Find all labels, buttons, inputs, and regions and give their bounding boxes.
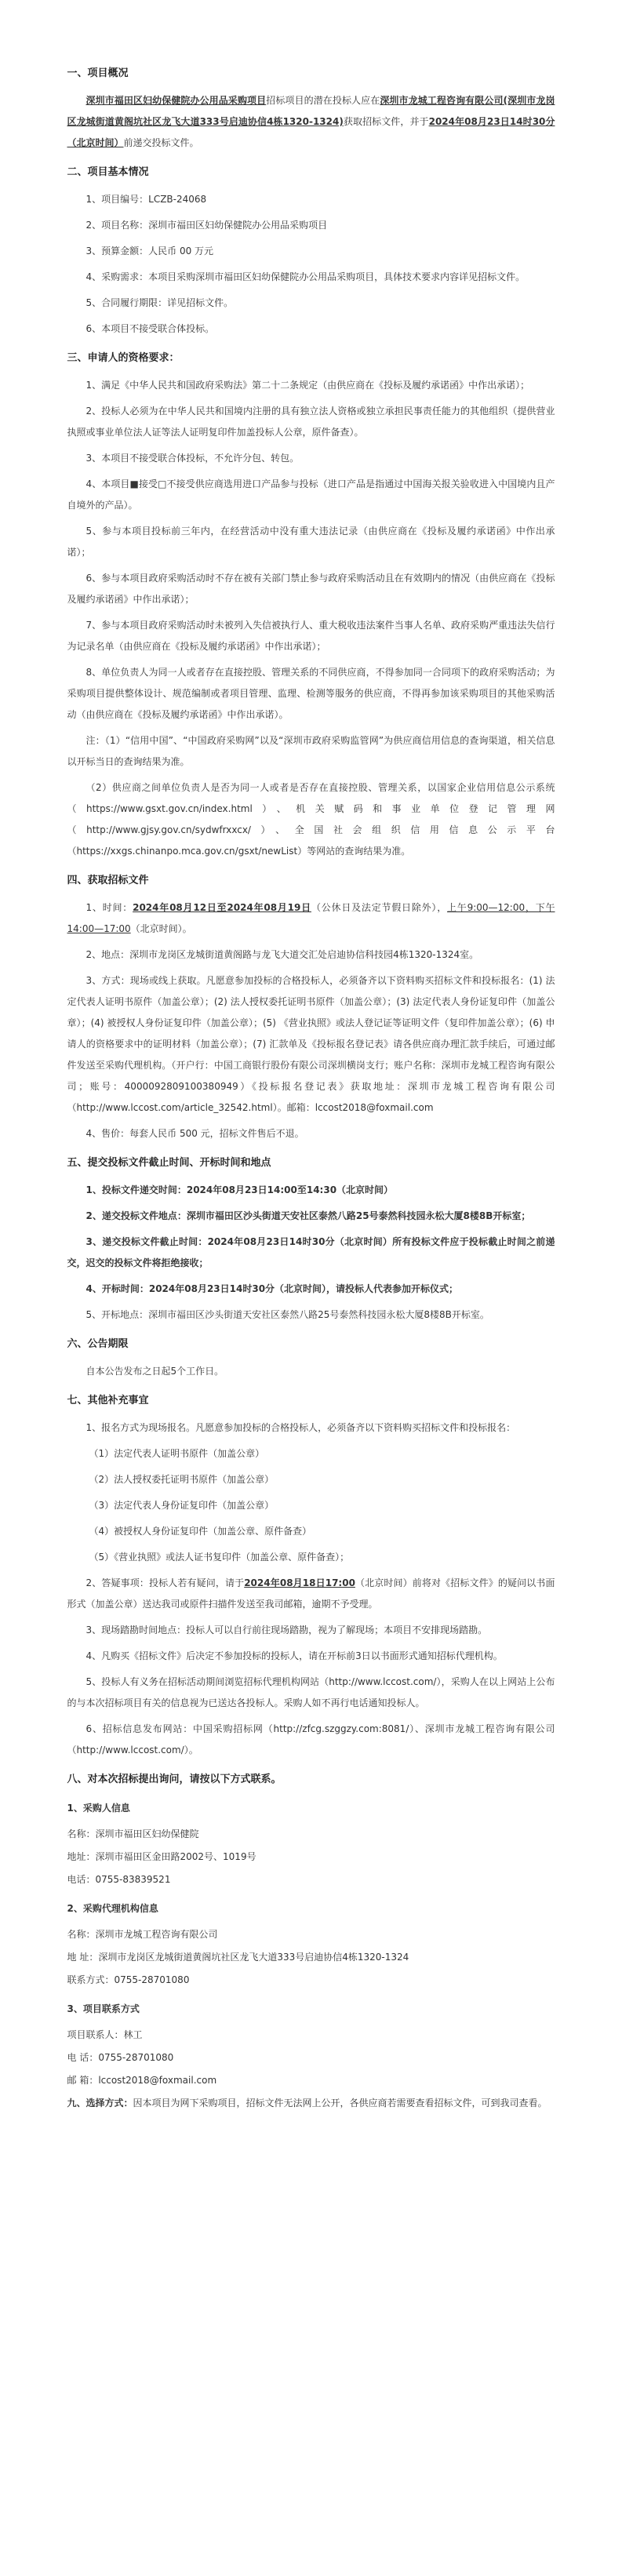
agent-phone: 联系方式：0755-28701080	[67, 1974, 190, 1985]
obtain-time-tz: （北京时间）。	[130, 923, 192, 934]
obtain-hours: 上午9:00—12:00，下午14:00—17:00	[67, 902, 555, 934]
other-item: 5、投标人有义务在招标活动期间浏览招标代理机构网站（http://www.lccost.com/），采购人在以上网站上公布的与本次招标项目有关的信息视为已送达各投标人。采购人如不再行电话通知投标人。	[67, 1676, 555, 1708]
qualification-note: 注：（1）“信用中国”、“中国政府采购网”以及“深圳市政府采购监管网”为供应商信用信息的查询渠道，相关信息以开标当日的查询结果为准。	[67, 735, 555, 767]
basic-info-item: 2、项目名称：深圳市福田区妇幼保健院办公用品采购项目	[85, 220, 328, 231]
notice-period-text: 自本公告发布之日起5个工作日。	[85, 1366, 224, 1377]
bid-deadline: 2024年08月23日14时30分（北京时间）	[67, 116, 555, 148]
opening-place: 5、开标地点：深圳市福田区沙头街道天安社区泰然八路25号泰然科技园永松大厦8楼8B开标室。	[85, 1309, 489, 1320]
overview-paragraph	[67, 90, 555, 154]
obtain-time-label: 1、时间：	[85, 902, 133, 913]
qa-text-1: 2、答疑事项：投标人若有疑问，请于	[85, 1577, 245, 1588]
qualification-item: 6、参与本项目政府采购活动时不存在被有关部门禁止参与政府采购活动且在有效期内的情况（由供应商在《投标及履约承诺函》中作出承诺）；	[67, 573, 555, 605]
basic-info-item: 1、项目编号：LCZB-24068	[85, 194, 207, 205]
other-item: 3、现场踏勘时间地点：投标人可以自行前往现场踏勘，视为了解现场；本项目不安排现场踏勘。	[85, 1625, 488, 1635]
selection-method-title: 九、选择方式：	[67, 2098, 133, 2108]
contact-phone: 电 话：0755-28701080	[67, 2052, 174, 2063]
basic-info-item: 3、预算金额：人民币 00 万元	[85, 246, 214, 257]
contact-person: 项目联系人：林工	[67, 2029, 143, 2040]
project-contact-title: 3、项目联系方式	[67, 2003, 140, 2014]
project-name: 深圳市福田区妇幼保健院办公用品采购项目	[85, 95, 267, 106]
required-doc-item: （5）《营业执照》或法人证书复印件（加盖公章、原件备查）；	[89, 1552, 350, 1563]
qualification-item: 2、投标人必须为在中华人民共和国境内注册的具有独立法人资格或独立承担民事责任能力的其他组织（提供营业执照或事业单位法人证等法人证明复印件加盖投标人公章，原件备查）。	[67, 406, 555, 438]
overview-text-3: 前递交投标文件。	[123, 137, 199, 148]
buyer-phone: 电话：0755-83839521	[67, 1874, 171, 1885]
section-overview-title: 一、项目概况	[67, 67, 129, 79]
agent-name: 名称：深圳市龙城工程咨询有限公司	[67, 1929, 218, 1940]
overview-text-2: 获取招标文件，并于	[343, 116, 429, 127]
buyer-address: 地址：深圳市福田区金田路2002号、1019号	[67, 1851, 256, 1862]
agent-info-title: 2、采购代理机构信息	[67, 1903, 158, 1914]
qa-deadline: 2024年08月18日17:00	[244, 1577, 355, 1588]
other-item: 1、报名方式为现场报名。凡愿意参加投标的合格投标人，必须备齐以下资料购买招标文件和投标报名：	[85, 1422, 516, 1433]
other-item-qa	[67, 1573, 555, 1615]
obtain-method: 3、方式：现场或线上获取。凡愿意参加投标的合格投标人，必须备齐以下资料购买招标文件和投标报名：(1) 法定代表人证明书原件（加盖公章）；(2) 法人授权委托证明书原件（加盖公章）；(3) 法定代表人身份证复印件（加盖公章）；(4) 被授权人身份证复印件（加盖公章）；(5) 《营业执照》或法人登记证等证明文件（复印件加盖公章）；(6) 申请人的资格要求中的证明材料（加盖公章）；(7) 汇款单及《投标报名登记表》请各供应商办理汇款手续后，可通过邮件发送至采购代理机构。（开户行：中国工商银行股份有限公司深圳横岗支行；账户名称：深圳市龙城工程咨询有限公司；账号：4000092809100380949）《投标报名登记表》获取地址：深圳市龙城工程咨询有限公司（http://www.lccost.com/article_32542.html）。邮箱：lccost2018@foxmail.com	[67, 975, 555, 1113]
opening-time: 4、开标时间：2024年08月23日14时30分（北京时间），请投标人代表参加开标仪式；	[85, 1283, 459, 1294]
required-doc-item: （2）法人授权委托证明书原件（加盖公章）	[89, 1474, 275, 1485]
selection-method-text: 因本项目为网下采购项目，招标文件无法网上公开，各供应商若需要查看招标文件，可到我司查看。	[133, 2098, 547, 2108]
other-item: 4、凡购买《招标文件》后决定不参加投标的投标人，请在开标前3日以书面形式通知招标代理机构。	[85, 1650, 503, 1661]
overview-text-1: 招标项目的潜在投标人应在	[266, 95, 380, 106]
submission-start: 1、投标文件递交时间：2024年08月23日14:00至14:30（北京时间）	[85, 1184, 394, 1195]
qa-text-2: （北京时间）前将对《招标文件》的疑问以书面形式（加盖公章）送达我司或原件扫描件发送至我司邮箱，逾期不予受理。	[67, 1577, 555, 1610]
buyer-info-title: 1、采购人信息	[67, 1803, 130, 1814]
section-obtain-docs-title: 四、获取招标文件	[67, 875, 149, 886]
buyer-name: 名称：深圳市福田区妇幼保健院	[67, 1828, 199, 1839]
basic-info-item: 6、本项目不接受联合体投标。	[85, 323, 215, 334]
submission-place: 2、递交投标文件地点：深圳市福田区沙头街道天安社区泰然八路25号泰然科技园永松大厦8楼8B开标室；	[85, 1210, 531, 1221]
selection-method	[67, 2093, 555, 2114]
obtain-time-note: （公休日及法定节假日除外），	[311, 902, 448, 913]
qualification-item: 8、单位负责人为同一人或者存在直接控股、管理关系的不同供应商，不得参加同一合同项下的政府采购活动；为采购项目提供整体设计、规范编制或者项目管理、监理、检测等服务的供应商，不得再参加该采购项目的其他采购活动（由供应商在《投标及履约承诺函》中作出承诺）。	[67, 667, 555, 720]
required-doc-item: （4）被授权人身份证复印件（加盖公章、原件备查）	[89, 1526, 312, 1537]
obtain-price: 4、售价：每套人民币 500 元，招标文件售后不退。	[85, 1128, 304, 1139]
qualification-item: 3、本项目不接受联合体投标，不允许分包、转包。	[85, 453, 300, 464]
qualification-item: 1、满足《中华人民共和国政府采购法》第二十二条规定（由供应商在《投标及履约承诺函》中作出承诺）；	[85, 380, 530, 391]
section-notice-period-title: 六、公告期限	[67, 1338, 129, 1350]
qualification-item: 5、参与本项目投标前三年内，在经营活动中没有重大违法记录（由供应商在《投标及履约承诺函》中作出承诺）；	[67, 526, 555, 558]
section-contact-title: 八、对本次招标提出询问，请按以下方式联系。	[67, 1774, 282, 1785]
qualification-note: （2）供应商之间单位负责人是否为同一人或者是否存在直接控股、管理关系，以国家企业信用信息公示系统（https://www.gsxt.gov.cn/index.html）、机关赋码和事业单位登记管理网（http://www.gjsy.gov.cn/sydwfrxxcx/）、全国社会组织信用信息公示平台（https://xxgs.chinanpo.mca.gov.cn/gsxt/newList）等网站的查询结果为准。	[67, 782, 555, 857]
obtain-date-range: 2024年08月12日至2024年08月19日	[133, 902, 311, 913]
announcement-document	[67, 0, 555, 2114]
section-other-title: 七、其他补充事宜	[67, 1395, 149, 1406]
submission-deadline: 3、递交投标文件截止时间：2024年08月23日14时30分（北京时间）所有投标文件应于投标截止时间之前递交，迟交的投标文件将拒绝接收；	[67, 1236, 555, 1268]
obtain-address: 2、地点：深圳市龙岗区龙城街道黄阁路与龙飞大道交汇处启迪协信科技园4栋1320-1324室。	[85, 949, 479, 960]
other-item: 6、招标信息发布网站：中国采购招标网（http://zfcg.szggzy.com:8081/）、深圳市龙城工程咨询有限公司（http://www.lccost.com/）。	[67, 1723, 555, 1756]
basic-info-item: 5、合同履行期限：详见招标文件。	[85, 297, 234, 308]
agency-address: 深圳市龙城工程咨询有限公司(深圳市龙岗区龙城街道黄阁坑社区龙飞大道333号启迪协信4栋1320-1324)	[67, 95, 555, 127]
qualification-item: 7、参与本项目政府采购活动时未被列入失信被执行人、重大税收违法案件当事人名单、政府采购严重违法失信行为记录名单（由供应商在《投标及履约承诺函》中作出承诺）；	[67, 620, 555, 652]
agent-address: 地 址：深圳市龙岗区龙城街道黄阁坑社区龙飞大道333号启迪协信4栋1320-1324	[67, 1952, 409, 1963]
contact-email: 邮 箱：lccost2018@foxmail.com	[67, 2075, 217, 2086]
required-doc-item: （3）法定代表人身份证复印件（加盖公章）	[89, 1500, 275, 1511]
basic-info-item: 4、采购需求：本项目采购深圳市福田区妇幼保健院办公用品采购项目，具体技术要求内容详见招标文件。	[85, 271, 526, 282]
section-qualification-title: 三、申请人的资格要求：	[67, 352, 180, 364]
section-basic-info-title: 二、项目基本情况	[67, 166, 149, 178]
qualification-item: 4、本项目■接受□不接受供应商选用进口产品参与投标（进口产品是指通过中国海关报关验收进入中国境内且产自境外的产品）。	[67, 478, 555, 511]
required-doc-item: （1）法定代表人证明书原件（加盖公章）	[89, 1448, 265, 1459]
section-submission-title: 五、提交投标文件截止时间、开标时间和地点	[67, 1157, 271, 1169]
obtain-time	[67, 897, 555, 940]
